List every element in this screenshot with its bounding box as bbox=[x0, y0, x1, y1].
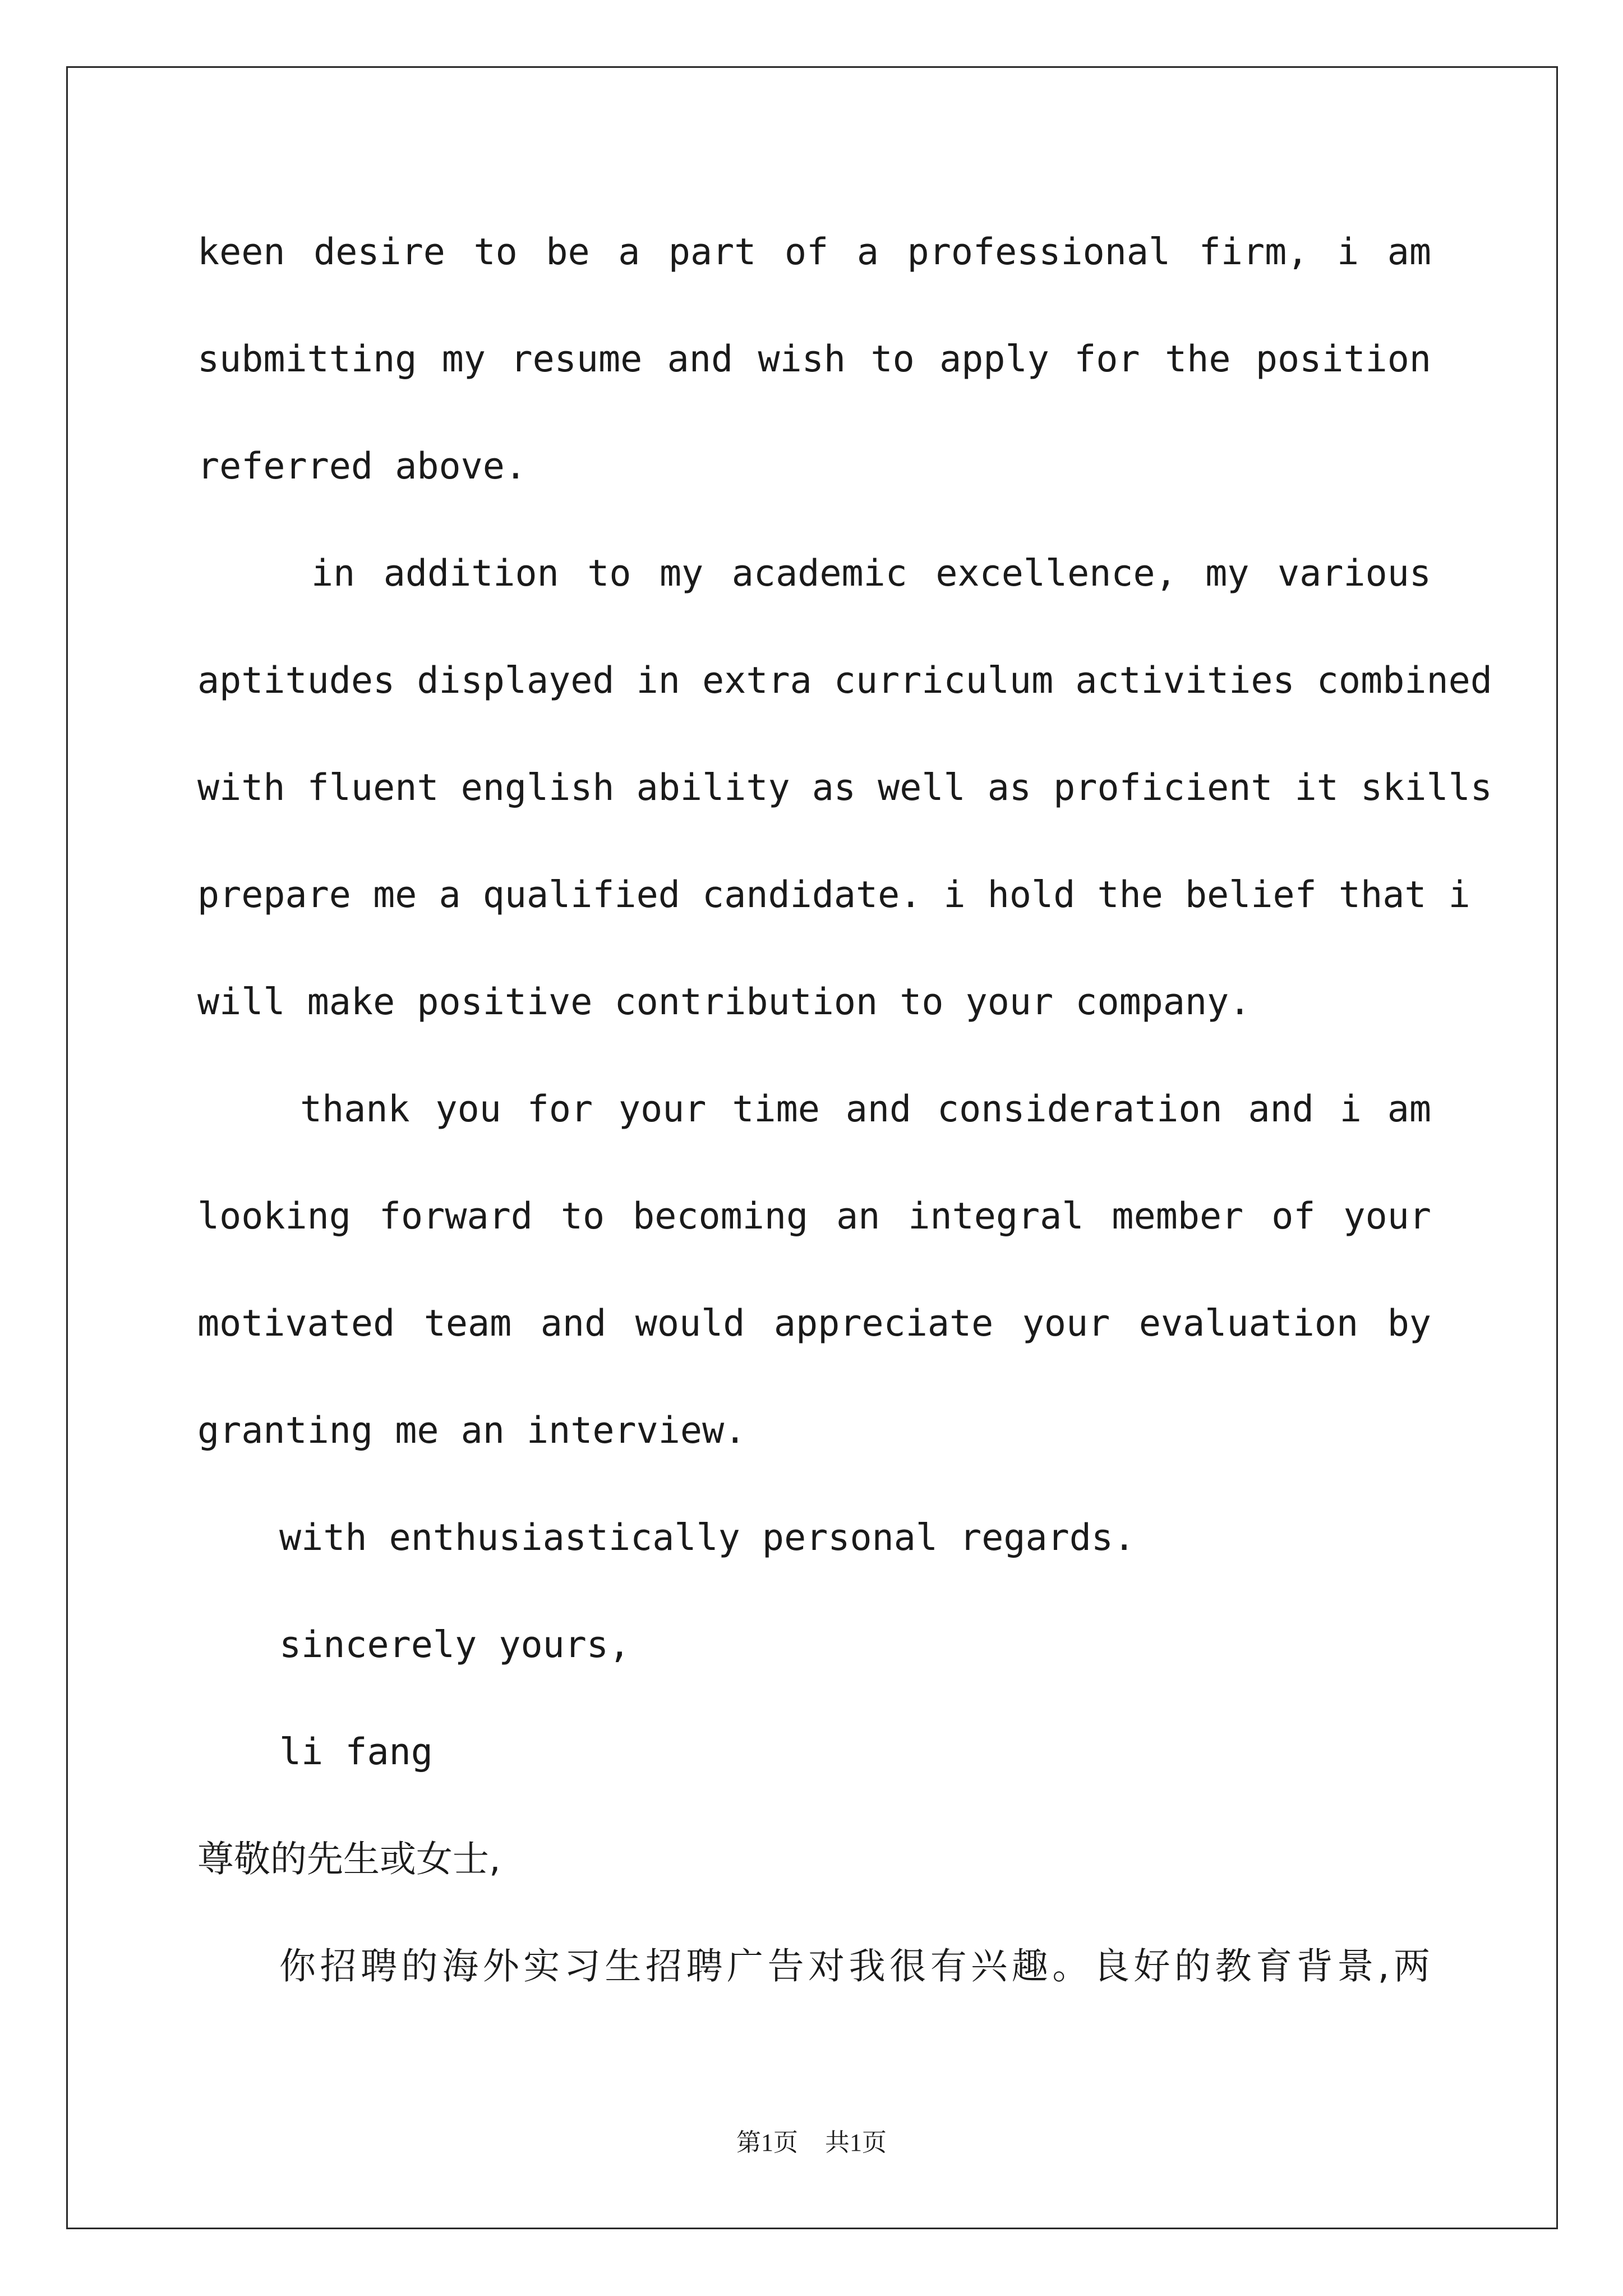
body-line: with fluent english ability as well as proficient it skills bbox=[197, 767, 1492, 809]
signoff-line: sincerely yours, bbox=[279, 1624, 631, 1666]
page-total: 共1页 bbox=[825, 2129, 887, 2156]
page-border bbox=[66, 66, 1558, 2229]
body-line: prepare me a qualified candidate. i hold the belief that i bbox=[197, 874, 1470, 916]
body-line: will make positive contribution to your company. bbox=[197, 981, 1251, 1023]
body-line: motivated team and would appreciate your evaluation by bbox=[197, 1303, 1431, 1345]
body-line: thank you for your time and consideration and i am bbox=[300, 1088, 1431, 1130]
page-number: 第1页 bbox=[736, 2129, 798, 2156]
body-line: in addition to my academic excellence, my various bbox=[311, 553, 1431, 595]
body-line: granting me an interview. bbox=[197, 1410, 746, 1452]
body-line: aptitudes displayed in extra curriculum activities combined bbox=[197, 660, 1492, 702]
body-line: looking forward to becoming an integral member of your bbox=[197, 1195, 1431, 1237]
signature-line: li fang bbox=[279, 1731, 433, 1773]
cn-salutation: 尊敬的先生或女士, bbox=[197, 1838, 501, 1880]
cn-paragraph-line: 你招聘的海外实习生招聘广告对我很有兴趣。良好的教育背景,两 bbox=[279, 1945, 1431, 1987]
body-line: keen desire to be a part of a professional firm, i am bbox=[197, 231, 1431, 273]
page-footer bbox=[0, 2126, 1623, 2160]
body-line: referred above. bbox=[197, 445, 527, 487]
body-line: submitting my resume and wish to apply for the position bbox=[197, 338, 1431, 380]
closing-line: with enthusiastically personal regards. bbox=[279, 1517, 1136, 1559]
